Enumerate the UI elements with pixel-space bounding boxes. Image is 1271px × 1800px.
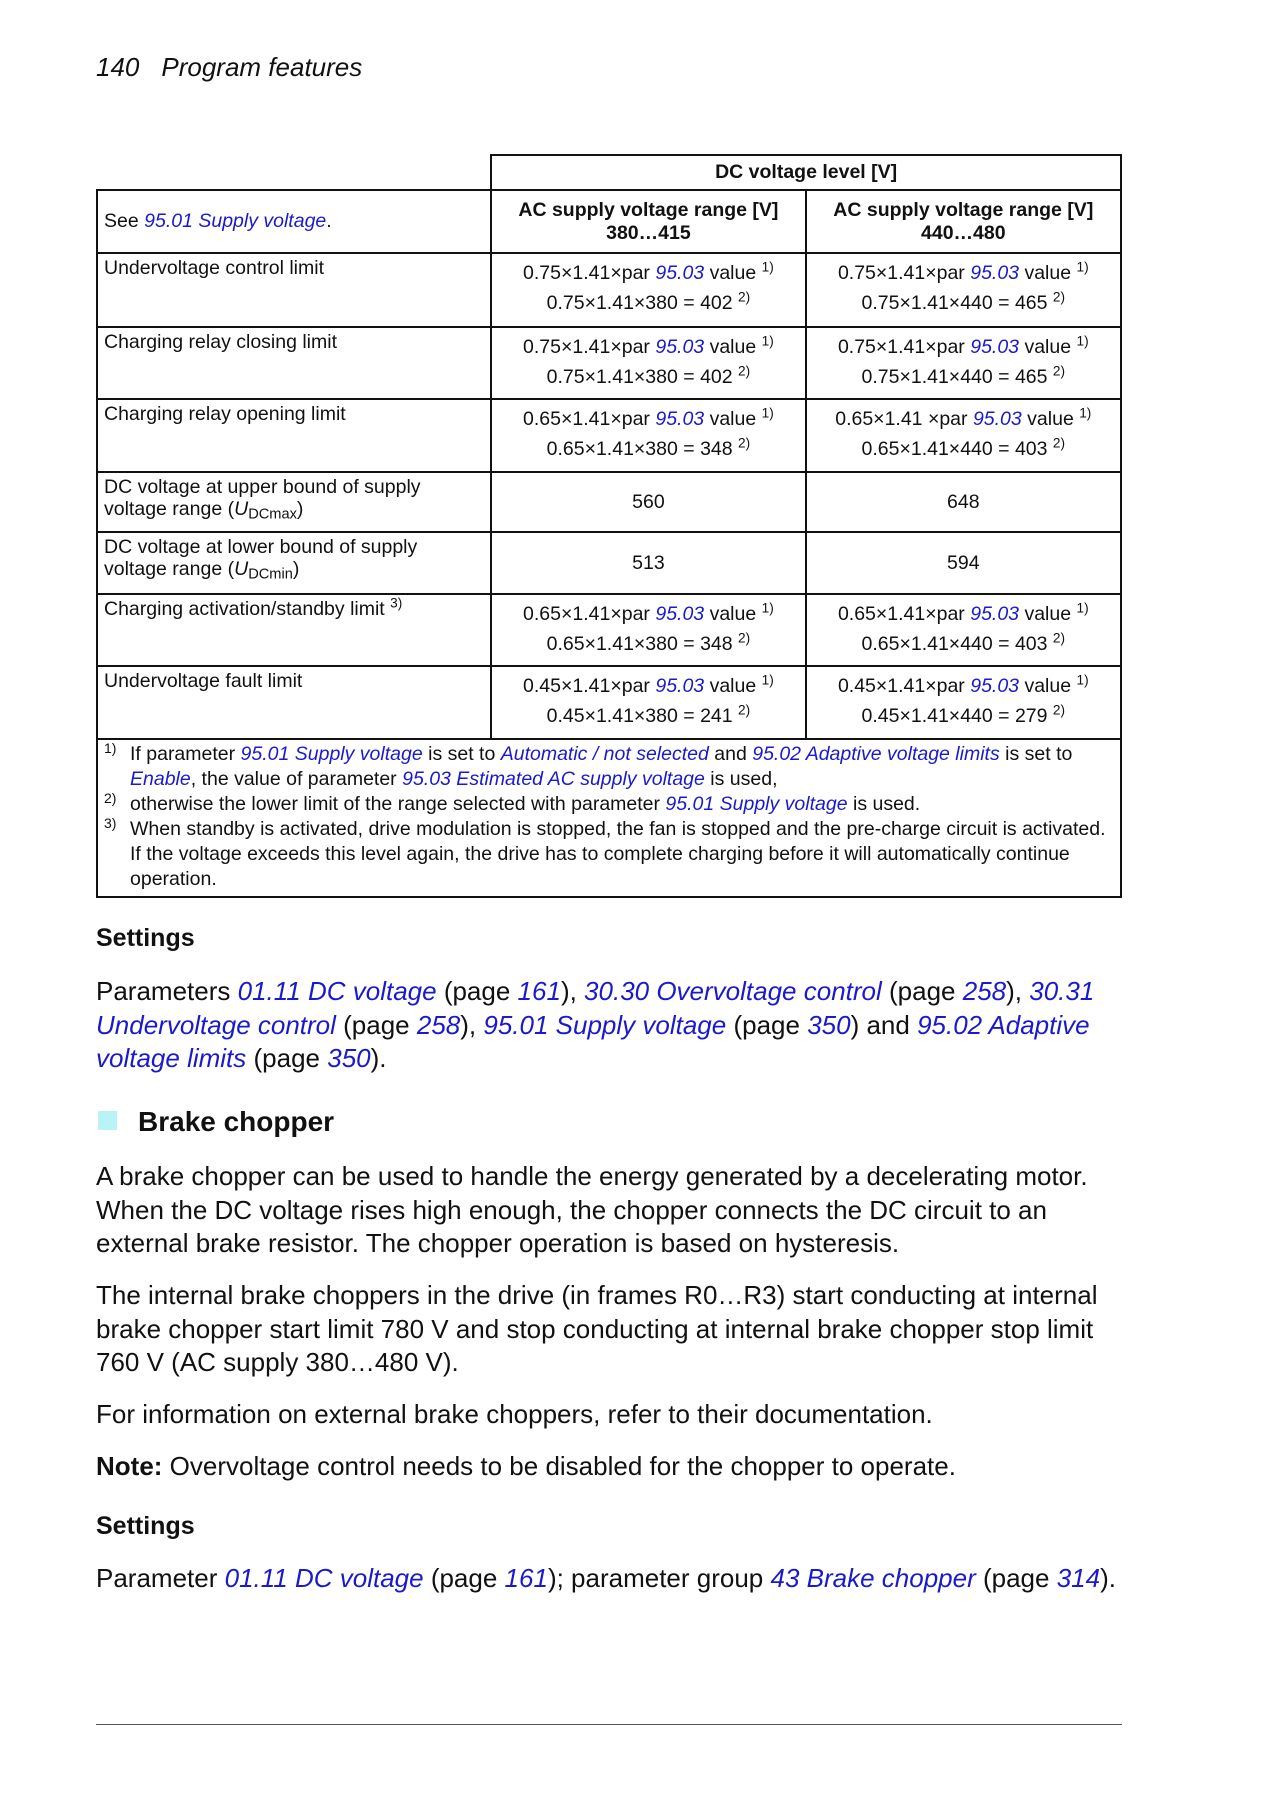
formula-line [811,404,1116,434]
table-row [97,253,1121,327]
voltage-formula-cell [491,253,805,327]
text-run: ) and [850,1009,918,1040]
formula-line [811,362,1116,392]
table-row [97,399,1121,472]
cross-reference-link[interactable]: 350 [807,1009,851,1040]
footnote-marker: 1) [1076,333,1089,349]
see-cell [97,190,491,253]
text-run: 0.75×1.41×par [837,262,971,284]
cross-reference-link[interactable]: 95.03 [655,262,705,284]
text-run: DC voltage at upper bound of supply voltage range ( [104,476,421,520]
text-run: is set to [422,743,501,765]
heading-square-icon [98,1111,117,1130]
cross-reference-link[interactable]: 161 [517,976,561,1006]
text-run: ), [560,976,585,1006]
footnote [104,742,1114,792]
text-run: . [326,210,332,232]
cross-reference-link[interactable]: Automatic / not selected [500,743,709,765]
brake-paragraph-3: For information on external brake choppers, refer to their documentation. [96,1399,933,1429]
formula-line [496,701,800,731]
cross-reference-link[interactable]: 01.11 DC voltage [237,976,437,1006]
formula-line [496,629,800,659]
text-run: ) [296,498,304,520]
formula-line [811,332,1116,362]
brake-paragraph-2: The internal brake choppers in the drive (in frames R0…R3) start conducting at internal brake chopper start limit 780 V and stop conducting at internal brake chopper stop limit 760 V (AC supply 380…480 V). [96,1280,1098,1377]
text-run: (page [436,976,518,1006]
footnote-number: 1) [104,740,117,756]
cross-reference-link[interactable]: 95.03 [655,336,705,358]
table-row [97,472,1121,532]
row-label [97,253,491,327]
col-header-range: 380…415 [606,221,691,244]
text-run: 0.45×1.41×380 = 241 [546,705,739,727]
text-run: (page [881,976,963,1006]
text-run: otherwise the lower limit of the range selected with parameter [130,793,666,815]
settings-paragraph [96,975,1126,1076]
text-run: 0.75×1.41×440 = 465 [861,366,1053,388]
text-run: 0.45×1.41×par [837,675,971,697]
text-run: If parameter [130,743,241,765]
settings-heading: Settings [96,924,195,952]
note-label: Note: [96,1451,163,1481]
col-header-label: AC supply voltage range [V] [518,198,779,221]
text-run: 0.65×1.41×440 = 403 [861,633,1053,655]
page-header [96,52,362,83]
footnote-marker: 2) [1052,702,1066,718]
text-run: U [234,498,249,520]
text-run: (page [246,1043,328,1073]
brake-note [96,1450,1126,1484]
brake-paragraph-1: A brake chopper can be used to handle the energy generated by a decelerating motor. When the DC voltage rises high enough, the chopper connects the DC circuit to an external brake resistor. The chopper operation is based on hysteresis. [96,1161,1088,1258]
footnote-marker: 2) [738,289,751,305]
text-run: DC voltage at lower bound of supply voltage range ( [104,536,418,580]
formula-line [496,332,800,362]
text-run: 0.75×1.41×par [523,336,656,358]
settings-paragraph-2 [96,1562,1126,1596]
text-run: ). [1100,1563,1116,1593]
text-run: and [708,743,753,765]
text-run: Undervoltage control limit [104,257,325,279]
cross-reference-link[interactable]: 95.03 [972,408,1022,430]
formula-line [496,362,800,392]
cross-reference-link[interactable]: 95.03 [655,408,705,430]
text-run: See [104,210,145,232]
text-run: When standby is activated, drive modulation is stopped, the fan is stopped and the pre-charge circuit is activated. If the voltage exceeds this level again, the drive has to complete charging before it will automatically continue operation. [130,818,1106,890]
cross-reference-link[interactable]: 95.02 Adaptive voltage limits [96,1009,1090,1073]
table-row [97,666,1121,739]
text-run: ) [292,558,300,580]
cross-reference-link[interactable]: 258 [962,976,1007,1006]
voltage-formula-cell [491,399,805,472]
col-header-380-415 [491,190,805,253]
footnote-marker: 1) [1076,259,1089,275]
footnote-marker: 2) [738,435,751,451]
voltage-formula-cell [491,327,805,399]
text-run: 0.65×1.41×par [523,603,656,625]
footnote-marker: 1) [761,333,774,349]
footnote-marker: 1) [761,672,774,688]
table-row [97,532,1121,594]
voltage-formula-cell [806,327,1121,399]
cross-reference-link[interactable]: 01.11 DC voltage [224,1563,424,1593]
text-run: 0.65×1.41×par [523,408,656,430]
page-number: 140 [96,52,140,82]
cross-reference-link[interactable]: 95.01 Supply voltage [665,793,848,815]
formula-line [496,258,800,288]
formula-line [811,599,1116,629]
formula-line [811,671,1116,701]
cross-reference-link[interactable]: 95.01 Supply voltage [144,210,327,232]
text-run: 0.65×1.41×380 = 348 [546,633,739,655]
cross-reference-link[interactable]: 95.03 [970,336,1020,358]
text-run: ). [370,1043,387,1073]
footnote [104,817,1114,892]
footnote-marker: 2) [738,702,751,718]
text-run: Charging relay opening limit [104,403,346,425]
cross-reference-link[interactable]: 95.03 [655,603,705,625]
row-label [97,472,491,532]
text-run: value [704,675,762,697]
text-run: , the value of parameter [190,768,403,790]
table-row [97,594,1121,666]
cross-reference-link[interactable]: 95.03 Estimated AC supply voltage [402,768,705,790]
text-run: (page [423,1563,505,1593]
text-run: 0.65×1.41×440 = 403 [861,438,1053,460]
formula-line [811,258,1116,288]
cross-reference-link[interactable]: 350 [327,1043,371,1073]
col-header-440-480 [806,190,1121,253]
text-run: (page [975,1563,1057,1593]
cross-reference-link[interactable]: 95.01 Supply voltage [240,743,423,765]
footnote [104,792,1114,817]
row-label [97,399,491,472]
settings-heading-2: Settings [96,1512,195,1540]
blank-cell [97,155,491,190]
table-footnotes [97,739,1121,897]
text-run: is used, [704,768,778,790]
voltage-value: 594 [806,532,1121,594]
formula-line [811,434,1116,464]
text-run: 0.45×1.41×440 = 279 [861,705,1053,727]
subscript: DCmin [248,566,293,583]
footnote-marker: 1) [761,405,774,421]
cross-reference-link[interactable]: 314 [1056,1563,1101,1593]
footnote-marker: 1) [1079,405,1092,421]
cross-reference-link[interactable]: 95.02 Adaptive voltage limits [752,743,1000,765]
row-label [97,666,491,739]
cross-reference-link[interactable]: 95.03 [655,675,705,697]
row-label [97,327,491,399]
footnote-marker: 2) [1052,289,1066,305]
voltage-formula-cell [806,399,1121,472]
formula-line [811,701,1116,731]
formula-line [496,404,800,434]
col-header-label: AC supply voltage range [V] [833,198,1094,221]
voltage-value: 560 [491,472,805,532]
text-run: ), [460,1009,484,1040]
text-run: (page [726,1009,808,1040]
footnote-marker: 2) [1052,630,1066,646]
text-run: 0.65×1.41×380 = 348 [546,438,739,460]
text-run: U [234,558,249,580]
text-run: value [1019,603,1077,625]
col-header-range: 440…480 [921,221,1006,244]
text-run: 0.65×1.41×par [837,603,971,625]
subscript: DCmax [248,506,297,523]
text-run: 0.45×1.41×par [523,675,656,697]
footnote-marker: 2) [738,363,751,379]
formula-line [496,671,800,701]
text-run: Charging relay closing limit [104,331,338,353]
text-run: 0.75×1.41×380 = 402 [546,366,739,388]
voltage-formula-cell [806,666,1121,739]
footnote-number: 2) [104,790,117,806]
text-run: 0.75×1.41×440 = 465 [861,292,1053,314]
cross-reference-link[interactable]: 30.31 Undervoltage control [96,976,1095,1040]
formula-line [496,599,800,629]
dc-voltage-table [96,154,1122,898]
footnote-marker: 3) [390,595,403,611]
cross-reference-link[interactable]: 43 Brake chopper [770,1563,976,1593]
text-run: value [1019,262,1077,284]
row-label [97,532,491,594]
row-label [97,594,491,666]
text-run: 0.75×1.41×par [837,336,971,358]
footnote-marker: 2) [1052,363,1066,379]
footnote-marker: 2) [1052,435,1066,451]
text-run: Parameters [96,976,238,1006]
footnote-marker: 1) [761,259,774,275]
cross-reference-link[interactable]: 161 [504,1563,548,1593]
footnote-marker: 1) [1076,600,1089,616]
voltage-value: 513 [491,532,805,594]
text-run: value [704,603,762,625]
footnote-number: 3) [104,815,117,831]
text-run: is used. [847,793,921,815]
footnote-text [130,793,920,815]
formula-line [811,288,1116,318]
voltage-formula-cell [806,594,1121,666]
formula-line [811,629,1116,659]
voltage-formula-cell [491,594,805,666]
footer-divider [96,1724,1122,1725]
cross-reference-link[interactable]: 95.03 [970,603,1020,625]
text-run: value [704,408,762,430]
text-run: is set to [999,743,1073,765]
table-row [97,327,1121,399]
cross-reference-link[interactable]: 95.03 [970,675,1020,697]
text-run: 0.65×1.41 ×par [835,408,973,430]
footnote-marker: 1) [761,600,774,616]
voltage-value: 648 [806,472,1121,532]
text-run: value [1019,675,1077,697]
text-run: Parameter [96,1563,225,1593]
cross-reference-link[interactable]: 95.03 [970,262,1020,284]
text-run: value [1021,408,1080,430]
text-run: Charging activation/standby limit [104,598,391,620]
section-title: Program features [161,52,363,82]
text-run: ); parameter group [547,1563,771,1593]
cross-reference-link[interactable]: 95.01 Supply voltage [483,1009,727,1040]
formula-line [496,434,800,464]
text-run: 0.75×1.41×380 = 402 [546,292,739,314]
cross-reference-link[interactable]: 258 [416,1009,461,1040]
text-run: value [704,336,762,358]
text-run: 0.75×1.41×par [523,262,656,284]
brake-chopper-heading: Brake chopper [138,1106,335,1137]
text-run: value [704,262,762,284]
footnote-text [130,818,1106,890]
group-header: DC voltage level [V] [491,155,1121,190]
footnote-marker: 2) [738,630,751,646]
note-text: Overvoltage control needs to be disabled for the chopper to operate. [162,1451,956,1481]
cross-reference-link[interactable]: 30.30 Overvoltage control [584,976,882,1006]
text-run: value [1019,336,1077,358]
voltage-formula-cell [806,253,1121,327]
footnote-marker: 1) [1076,672,1089,688]
footnote-text [130,743,1072,790]
voltage-formula-cell [491,666,805,739]
text-run: ), [1006,976,1030,1006]
text-run: Undervoltage fault limit [104,670,303,692]
cross-reference-link[interactable]: Enable [130,768,191,790]
text-run: (page [335,1009,417,1040]
formula-line [496,288,800,318]
